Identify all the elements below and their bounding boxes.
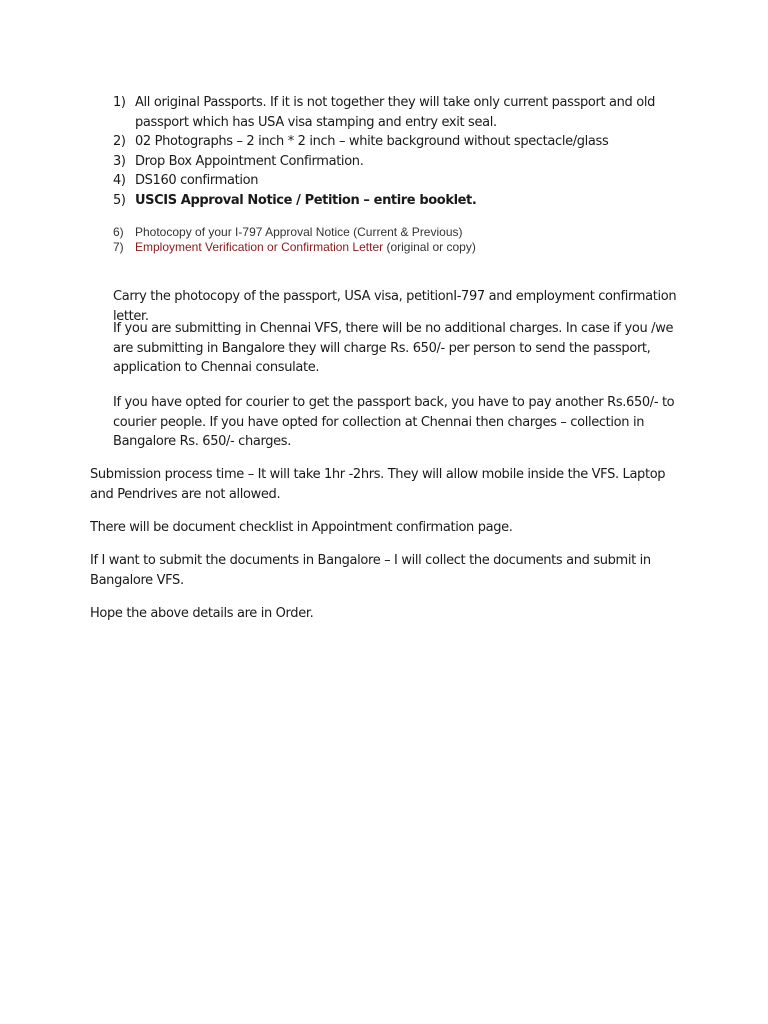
list-item-text: [135, 240, 476, 255]
list-item: [113, 240, 476, 255]
list-item-text: All original Passports. If it is not together they will take only current passport and old passport which has USA visa stamping and entry exit seal.: [135, 95, 655, 130]
paragraph-checklist: There will be document checklist in Appointment confirmation page.: [90, 520, 513, 535]
paragraph-bangalore: If I want to submit the documents in Bangalore – I will collect the documents and submit in Bangalore VFS.: [90, 553, 651, 588]
list-item-text: Photocopy of your I-797 Approval Notice (Current & Previous): [135, 225, 463, 239]
list-item-text: Drop Box Appointment Confirmation.: [135, 153, 364, 169]
list-item-text: USCIS Approval Notice / Petition – entire booklet.: [135, 192, 477, 208]
list-item-number: 7): [113, 240, 124, 254]
list-item-number: 3): [113, 153, 126, 169]
list-item: [113, 93, 673, 132]
list-item-number: 2): [113, 134, 126, 149]
list-item-number: 1): [113, 95, 126, 110]
list-item: [113, 191, 673, 211]
list-item: [113, 225, 476, 240]
paragraph-submission: Submission process time – It will take 1hr -2hrs. They will allow mobile inside the VFS. Laptop and Pendrives are not allowed.: [90, 467, 666, 502]
list-item-number: 5): [113, 192, 126, 208]
requirements-list: [113, 93, 673, 210]
additional-requirements-list: [113, 225, 476, 255]
list-item: [113, 132, 673, 152]
list-item-number: 6): [113, 225, 124, 239]
list-item-text-rest: (original or copy): [383, 240, 476, 254]
list-item-number: 4): [113, 173, 126, 188]
list-item-text: DS160 confirmation: [135, 173, 259, 188]
list-item: [113, 152, 673, 172]
paragraph-courier: If you have opted for courier to get the passport back, you have to pay another Rs.650/- to courier people. If you have opted for collection at Chennai then charges – collection in Bangalore Rs. 650/- charges.: [113, 395, 675, 449]
highlighted-text: Employment Verification or Confirmation Letter: [135, 240, 384, 254]
paragraph-carry: Carry the photocopy of the passport, USA visa, petitionI-797 and employment confirmation letter.: [113, 289, 677, 324]
paragraph-chennai: If you are submitting in Chennai VFS, there will be no additional charges. In case if you /we are submitting in Bangalore they will charge Rs. 650/- per person to send the passport, application to Chennai consulate.: [113, 321, 674, 375]
list-item-text: 02 Photographs – 2 inch * 2 inch – white background without spectacle/glass: [135, 134, 609, 149]
list-item: [113, 171, 673, 191]
paragraph-closing: Hope the above details are in Order.: [90, 606, 314, 621]
